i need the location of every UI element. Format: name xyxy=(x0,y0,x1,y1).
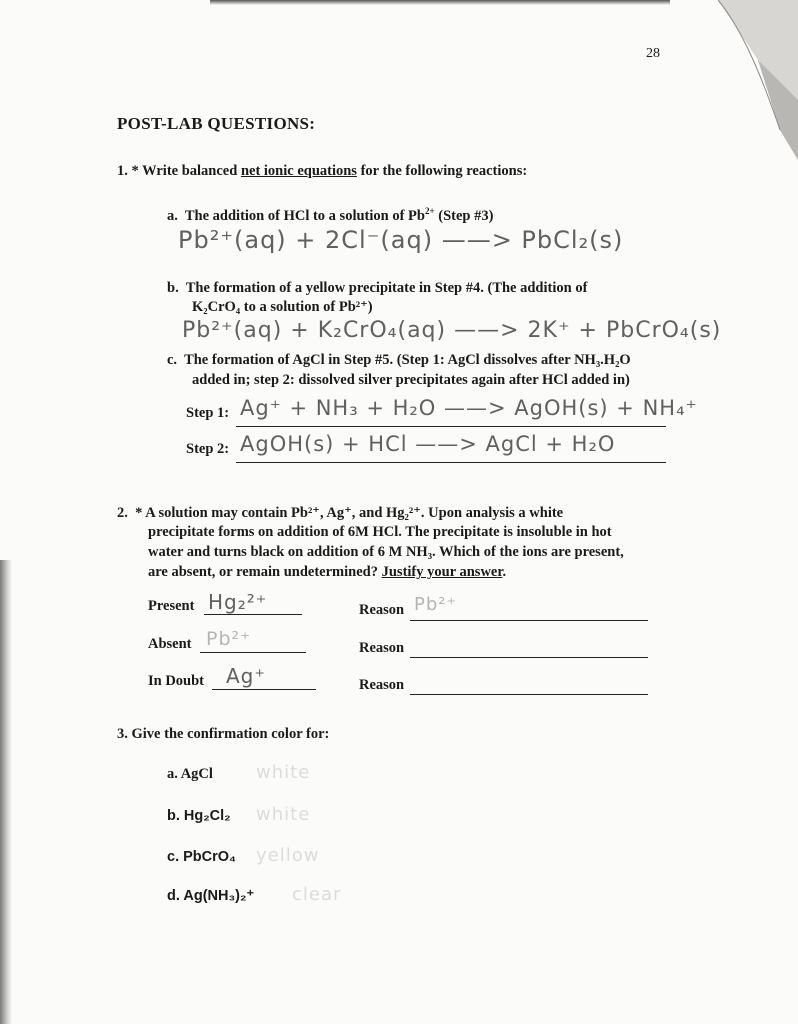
q1b-answer: Pb²⁺(aq) + K₂CrO₄(aq) ——> 2K⁺ + PbCrO₄(s) xyxy=(182,318,722,343)
q3-item-b-label: b. Hg₂Cl₂ xyxy=(167,808,231,824)
q1b-text-line1: The formation of a yellow precipitate in Step #4. (The addition of xyxy=(185,280,588,296)
q2-text-line4-underlined: Justify your answer xyxy=(381,564,503,580)
q1-prompt-pre: Write balanced xyxy=(142,163,238,179)
q2-absent-line xyxy=(200,652,306,653)
q1a-charge: 2+ xyxy=(424,206,435,216)
question-1-prompt xyxy=(117,163,527,180)
page-corner-curl xyxy=(688,0,798,160)
q1a-text: The addition of HCl to a solution of Pb xyxy=(184,207,425,224)
q1c-step1-line xyxy=(236,426,666,427)
q2-text-line3: water and turns black on addition of 6 M NH₃. Which of the ions are present, xyxy=(148,544,624,560)
q1c-step2-answer: AgOH(s) + HCl ——> AgCl + H₂O xyxy=(240,432,616,456)
q2-reason2-line xyxy=(410,657,648,658)
q1c-label: c. xyxy=(167,352,178,368)
q1c-text-line1: The formation of AgCl in Step #5. (Step 1: AgCl dissolves after NH₃.H₂O xyxy=(184,352,631,368)
q2-text-line4-post: . xyxy=(502,564,507,580)
scan-top-edge xyxy=(210,0,670,5)
q2-reason1-line xyxy=(410,620,648,621)
q1c-text-line2: added in; step 2: dissolved silver precipitates again after HCl added in) xyxy=(192,372,630,388)
q3-item-a-label: a. AgCl xyxy=(167,766,213,782)
q2-text-line4-pre: are absent, or remain undetermined? xyxy=(148,564,378,580)
q1-star: * xyxy=(131,163,139,179)
q2-doubt-line xyxy=(212,689,316,690)
scan-left-shadow xyxy=(0,560,12,1024)
q1b-label: b. xyxy=(167,280,179,296)
q1-prompt-post: for the following reactions: xyxy=(360,163,528,179)
q3-item-c-label: c. PbCrO₄ xyxy=(167,849,236,865)
q2-absent-label: Absent xyxy=(148,636,192,652)
q2-present-answer: Hg₂²⁺ xyxy=(208,590,268,614)
q1c-step1-answer: Ag⁺ + NH₃ + H₂O ——> AgOH(s) + NH₄⁺ xyxy=(240,396,698,420)
q2-text-line2: precipitate forms on addition of 6M HCl. The precipitate is insoluble in hot xyxy=(148,524,612,540)
q2-star: * xyxy=(135,505,143,521)
q3-item-b-answer: white xyxy=(256,804,311,825)
q1-prompt-underlined: net ionic equations xyxy=(240,163,357,179)
q1c-step2-line xyxy=(236,462,666,463)
page-title: POST-LAB QUESTIONS: xyxy=(117,114,316,133)
q2-line4 xyxy=(148,564,506,581)
q2-reason1-answer: Pb²⁺ xyxy=(414,594,457,615)
q2-reason3-line xyxy=(410,694,648,695)
q3-item-a-answer: white xyxy=(256,762,311,783)
q2-present-label: Present xyxy=(148,598,195,614)
q2-number: 2. xyxy=(117,505,128,521)
q3-number: 3. xyxy=(117,726,128,742)
q2-line1 xyxy=(117,504,563,522)
q1c-line1 xyxy=(167,352,631,369)
q3-prompt xyxy=(117,726,329,743)
q1a-answer: Pb²⁺(aq) + 2Cl⁻(aq) ——> PbCl₂(s) xyxy=(178,226,624,254)
q1c-step2-label: Step 2: xyxy=(186,441,230,457)
q1b-line1 xyxy=(167,280,587,297)
q2-absent-answer: Pb²⁺ xyxy=(206,628,252,650)
q3-item-d-label: d. Ag(NH₃)₂⁺ xyxy=(167,888,255,904)
q2-text-line1: A solution may contain Pb²⁺, Ag⁺, and Hg₂²⁺. Upon analysis a white xyxy=(145,505,564,521)
q1c-step1-label: Step 1: xyxy=(186,405,230,421)
q2-doubt-answer: Ag⁺ xyxy=(226,664,266,688)
q2-reason3-label: Reason xyxy=(359,677,405,693)
q1-number: 1. xyxy=(117,163,128,179)
q2-reason2-label: Reason xyxy=(359,640,405,656)
q3-item-d-answer: clear xyxy=(292,884,342,905)
q1a-label: a. xyxy=(167,207,178,224)
q2-present-line xyxy=(204,614,302,615)
q1b-text-line2: K₂CrO₄ to a solution of Pb²⁺) xyxy=(192,299,373,315)
q2-doubt-label: In Doubt xyxy=(148,673,205,689)
q1a-step: (Step #3) xyxy=(438,207,494,224)
q3-item-c-answer: yellow xyxy=(256,845,320,866)
question-1a xyxy=(167,206,493,225)
q2-reason1-label: Reason xyxy=(359,602,405,618)
page-number: 28 xyxy=(646,46,660,61)
q3-text: Give the confirmation color for: xyxy=(131,726,330,742)
